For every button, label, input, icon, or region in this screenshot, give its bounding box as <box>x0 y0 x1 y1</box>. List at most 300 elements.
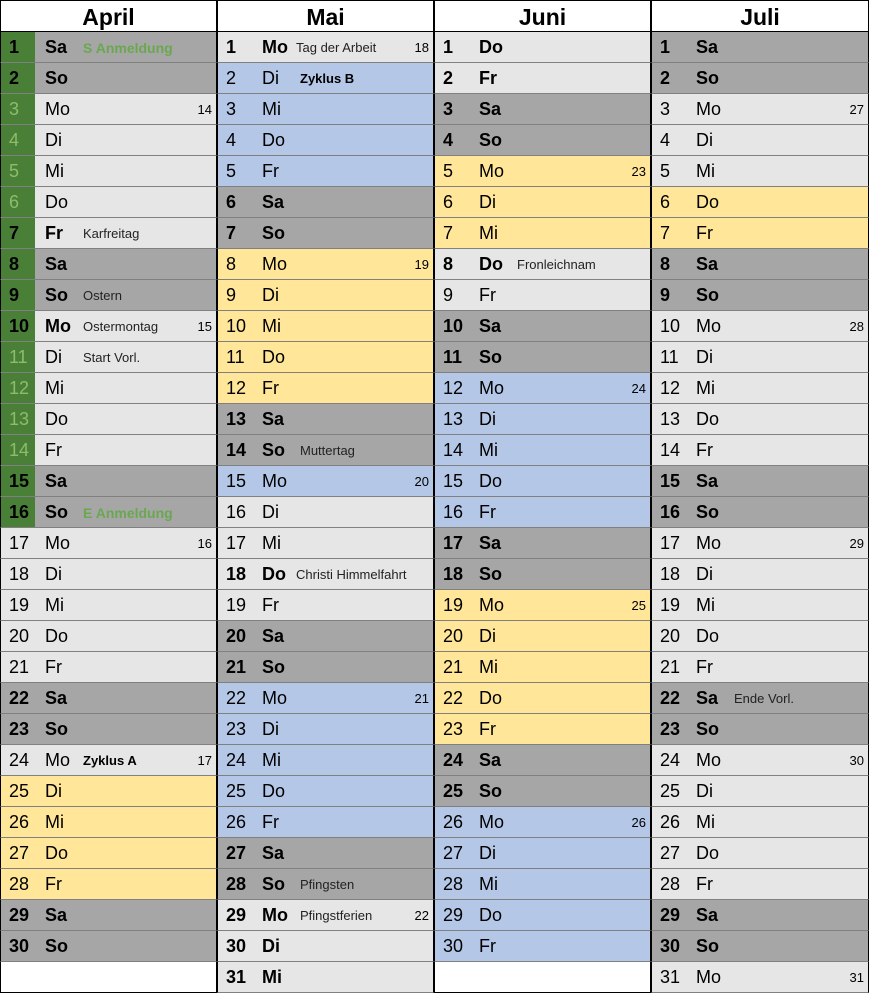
weekday: Sa <box>262 843 285 863</box>
day-row <box>651 497 869 528</box>
day-number: 17 <box>9 533 30 553</box>
day-note: Pfingstferien <box>300 908 373 923</box>
weekday: So <box>45 936 69 956</box>
weekday: Mi <box>479 440 498 460</box>
day-number: 10 <box>9 316 30 336</box>
day-number: 3 <box>9 99 20 119</box>
day-row <box>0 931 217 962</box>
day-number: 1 <box>9 37 20 57</box>
day-number: 30 <box>9 936 30 956</box>
weekday: Di <box>696 781 713 801</box>
day-number: 7 <box>9 223 20 243</box>
day-row <box>0 900 217 931</box>
day-number: 13 <box>9 409 30 429</box>
weekday: Mi <box>45 595 64 615</box>
day-note: Ostern <box>83 288 123 303</box>
day-row <box>0 342 217 373</box>
day-number: 4 <box>660 130 671 150</box>
week-number: 16 <box>197 536 212 551</box>
day-number: 17 <box>443 533 464 553</box>
day-row <box>217 838 434 869</box>
day-number: 28 <box>226 874 247 894</box>
day-number: 27 <box>9 843 30 863</box>
day-row <box>0 528 217 559</box>
weekday: Mo <box>479 378 505 398</box>
month-column <box>434 0 651 1000</box>
day-number: 5 <box>226 161 237 181</box>
day-number: 2 <box>660 68 671 88</box>
day-number: 7 <box>660 223 671 243</box>
day-number: 29 <box>226 905 247 925</box>
day-row <box>217 342 434 373</box>
day-row <box>434 745 651 776</box>
day-row <box>0 838 217 869</box>
day-row <box>434 435 651 466</box>
day-number: 29 <box>660 905 681 925</box>
day-number: 20 <box>660 626 681 646</box>
weekday: Sa <box>696 905 719 925</box>
weekday: So <box>45 719 69 739</box>
day-number: 3 <box>226 99 237 119</box>
week-number: 14 <box>197 102 212 117</box>
day-row <box>0 32 217 63</box>
day-row <box>217 125 434 156</box>
weekday: Do <box>262 564 286 584</box>
day-number: 24 <box>660 750 681 770</box>
day-number: 5 <box>9 161 20 181</box>
day-number: 16 <box>443 502 464 522</box>
weekday: Mi <box>696 595 715 615</box>
day-row <box>651 621 869 652</box>
day-number: 29 <box>443 905 464 925</box>
day-row <box>217 900 434 931</box>
day-row <box>0 590 217 621</box>
weekday: Fr <box>45 657 62 677</box>
day-row <box>0 187 217 218</box>
weekday: Do <box>479 905 503 925</box>
weekday: Mo <box>45 316 71 336</box>
day-row <box>217 311 434 342</box>
weekday: Fr <box>696 657 713 677</box>
day-row <box>651 156 869 187</box>
day-row <box>651 435 869 466</box>
weekday: Fr <box>262 378 279 398</box>
weekday: Mi <box>479 223 498 243</box>
day-number: 12 <box>226 378 247 398</box>
day-number: 18 <box>226 564 247 584</box>
weekday: Do <box>262 347 286 367</box>
day-row <box>651 373 869 404</box>
day-row <box>217 187 434 218</box>
weekday: Fr <box>696 874 713 894</box>
day-number: 21 <box>9 657 30 677</box>
day-number: 2 <box>9 68 20 88</box>
day-row <box>0 807 217 838</box>
day-number: 15 <box>226 471 247 491</box>
weekday: Di <box>262 936 280 956</box>
day-row <box>434 590 651 621</box>
day-number: 22 <box>9 688 30 708</box>
weekday: Mi <box>262 99 281 119</box>
day-note: Tag der Arbeit <box>296 40 377 55</box>
weekday: Sa <box>262 626 285 646</box>
weekday: Mi <box>696 812 715 832</box>
weekday: Mo <box>262 905 288 925</box>
day-row <box>217 373 434 404</box>
day-number: 6 <box>660 192 671 212</box>
weekday: Do <box>262 130 286 150</box>
day-row <box>651 218 869 249</box>
weekday: So <box>479 564 503 584</box>
day-number: 11 <box>9 347 28 367</box>
day-row <box>217 156 434 187</box>
day-row <box>434 807 651 838</box>
weekday: Di <box>479 192 496 212</box>
weekday: Mo <box>696 967 722 987</box>
weekday: So <box>262 874 286 894</box>
weekday: Mo <box>696 316 722 336</box>
day-number: 24 <box>226 750 247 770</box>
day-row <box>434 311 651 342</box>
day-row <box>434 714 651 745</box>
weekday: Fr <box>479 936 496 956</box>
day-row <box>651 559 869 590</box>
month-header: Mai <box>217 0 434 32</box>
day-row <box>0 311 217 342</box>
day-row <box>434 373 651 404</box>
day-row <box>217 32 434 63</box>
day-note: Christi Himmelfahrt <box>296 567 407 582</box>
weekday: So <box>479 130 503 150</box>
day-number: 22 <box>443 688 464 708</box>
day-number: 1 <box>660 37 671 57</box>
day-row <box>0 683 217 714</box>
day-row <box>651 94 869 125</box>
day-row <box>0 249 217 280</box>
day-number: 25 <box>9 781 30 801</box>
day-row <box>217 590 434 621</box>
day-row <box>651 776 869 807</box>
empty-row <box>0 962 217 993</box>
day-number: 28 <box>660 874 681 894</box>
day-note: Ostermontag <box>83 319 159 334</box>
day-number: 7 <box>443 223 454 243</box>
weekday: Mi <box>696 161 715 181</box>
day-number: 25 <box>660 781 681 801</box>
week-number: 21 <box>414 691 429 706</box>
weekday: Mo <box>45 99 71 119</box>
weekday: So <box>262 440 286 460</box>
weekday: Di <box>479 626 496 646</box>
day-number: 10 <box>660 316 681 336</box>
day-row <box>434 404 651 435</box>
weekday: Mo <box>45 533 71 553</box>
day-number: 22 <box>660 688 681 708</box>
day-row <box>217 807 434 838</box>
day-row <box>0 280 217 311</box>
day-row <box>651 187 869 218</box>
day-number: 24 <box>443 750 464 770</box>
day-row <box>434 838 651 869</box>
weekday: Mi <box>696 378 715 398</box>
day-row <box>651 900 869 931</box>
day-row <box>0 745 217 776</box>
day-number: 1 <box>226 37 237 57</box>
weekday: Sa <box>262 192 285 212</box>
weekday: Di <box>696 347 713 367</box>
day-row <box>217 249 434 280</box>
day-number: 8 <box>226 254 237 274</box>
weekday: Di <box>262 285 279 305</box>
weekday: Sa <box>45 688 68 708</box>
weekday: Di <box>479 409 496 429</box>
day-row <box>434 125 651 156</box>
day-row <box>217 466 434 497</box>
weekday: Mo <box>696 99 722 119</box>
day-row <box>434 280 651 311</box>
day-row <box>651 807 869 838</box>
weekday: Do <box>479 688 503 708</box>
weekday: Do <box>479 471 503 491</box>
weekday: So <box>45 68 69 88</box>
weekday: Di <box>262 719 279 739</box>
weekday: Di <box>45 564 62 584</box>
day-number: 14 <box>443 440 464 460</box>
weekday: Mi <box>262 967 282 987</box>
day-number: 30 <box>443 936 464 956</box>
weekday: Sa <box>45 37 68 57</box>
day-row <box>217 404 434 435</box>
day-row <box>434 869 651 900</box>
day-row <box>651 962 869 993</box>
day-row <box>434 776 651 807</box>
day-row <box>0 559 217 590</box>
day-number: 21 <box>226 657 247 677</box>
weekday: Mi <box>262 750 281 770</box>
weekday: Sa <box>696 688 719 708</box>
weekday: Mo <box>479 812 505 832</box>
day-number: 2 <box>443 68 454 88</box>
day-row <box>651 683 869 714</box>
day-row <box>651 63 869 94</box>
day-number: 4 <box>226 130 237 150</box>
day-row <box>217 683 434 714</box>
weekday: So <box>696 719 720 739</box>
day-note: Karfreitag <box>83 226 140 241</box>
day-row <box>217 435 434 466</box>
day-number: 9 <box>9 285 20 305</box>
day-row <box>217 94 434 125</box>
day-note: Fronleichnam <box>517 257 596 272</box>
day-number: 15 <box>660 471 681 491</box>
day-number: 12 <box>660 378 681 398</box>
day-number: 24 <box>9 750 30 770</box>
week-number: 15 <box>197 319 212 334</box>
weekday: Di <box>45 130 62 150</box>
day-row <box>651 32 869 63</box>
day-number: 14 <box>9 440 30 460</box>
day-number: 13 <box>660 409 681 429</box>
day-row <box>651 931 869 962</box>
day-row <box>217 559 434 590</box>
day-row <box>0 63 217 94</box>
day-row <box>434 497 651 528</box>
weekday: So <box>45 502 69 522</box>
day-row <box>434 466 651 497</box>
day-row <box>217 931 434 962</box>
day-row <box>651 404 869 435</box>
day-row <box>651 590 869 621</box>
weekday: Mi <box>479 874 498 894</box>
day-number: 8 <box>660 254 671 274</box>
weekday: Fr <box>479 285 496 305</box>
day-row <box>0 497 217 528</box>
week-number: 29 <box>849 536 864 551</box>
day-number: 5 <box>660 161 671 181</box>
week-number: 30 <box>849 753 864 768</box>
weekday: Fr <box>479 502 496 522</box>
day-number: 31 <box>226 967 247 987</box>
day-number: 30 <box>226 936 247 956</box>
weekday: Sa <box>479 750 502 770</box>
week-number: 19 <box>414 257 429 272</box>
day-number: 13 <box>226 409 247 429</box>
weekday: Mi <box>479 657 498 677</box>
day-number: 9 <box>226 285 237 305</box>
day-note: Start Vorl. <box>83 350 141 365</box>
day-row <box>434 32 651 63</box>
weekday: Mi <box>262 316 281 336</box>
weekday: Mo <box>262 471 288 491</box>
weekday: Do <box>696 409 720 429</box>
day-row <box>651 311 869 342</box>
weekday: Fr <box>479 68 497 88</box>
day-row <box>434 218 651 249</box>
day-number: 21 <box>443 657 464 677</box>
week-number: 22 <box>414 908 429 923</box>
week-number: 28 <box>849 319 864 334</box>
weekday: Do <box>479 254 503 274</box>
day-number: 6 <box>443 192 454 212</box>
weekday: So <box>262 657 286 677</box>
day-number: 15 <box>443 471 464 491</box>
weekday: So <box>696 936 720 956</box>
day-row <box>434 559 651 590</box>
weekday: So <box>479 347 503 367</box>
month-column <box>0 0 217 1000</box>
day-row <box>651 249 869 280</box>
day-number: 10 <box>443 316 464 336</box>
day-number: 6 <box>226 192 237 212</box>
month-header: Juni <box>434 0 651 32</box>
day-row <box>0 776 217 807</box>
day-number: 27 <box>443 843 464 863</box>
weekday: Di <box>262 502 279 522</box>
weekday: Mo <box>262 688 288 708</box>
day-note: Ende Vorl. <box>734 691 794 706</box>
day-number: 31 <box>660 967 681 987</box>
day-row <box>434 249 651 280</box>
weekday: Sa <box>45 254 68 274</box>
day-row <box>651 125 869 156</box>
day-number: 23 <box>443 719 464 739</box>
day-row <box>217 63 434 94</box>
day-number: 12 <box>9 378 30 398</box>
day-row <box>434 621 651 652</box>
weekday: Mo <box>479 161 505 181</box>
day-number: 19 <box>226 595 247 615</box>
weekday: So <box>696 285 720 305</box>
month-header: Juli <box>651 0 869 32</box>
day-row <box>651 528 869 559</box>
day-number: 16 <box>226 502 247 522</box>
day-row <box>0 435 217 466</box>
day-row <box>217 652 434 683</box>
day-number: 28 <box>443 874 464 894</box>
weekday: Fr <box>45 440 62 460</box>
day-number: 10 <box>226 316 247 336</box>
day-number: 11 <box>443 347 463 367</box>
day-number: 23 <box>9 719 30 739</box>
day-row <box>434 652 651 683</box>
month-column <box>651 0 869 1000</box>
day-row <box>217 962 434 993</box>
day-row <box>434 900 651 931</box>
day-number: 26 <box>660 812 681 832</box>
day-row <box>0 94 217 125</box>
weekday: Do <box>696 626 720 646</box>
weekday: Mi <box>45 812 64 832</box>
day-row <box>0 404 217 435</box>
weekday: Mo <box>262 254 288 274</box>
day-row <box>0 156 217 187</box>
month-column <box>217 0 434 1000</box>
weekday: Fr <box>45 223 63 243</box>
weekday: Mi <box>45 161 64 181</box>
day-note: Zyklus A <box>83 753 137 768</box>
day-number: 28 <box>9 874 30 894</box>
weekday: Sa <box>696 254 719 274</box>
weekday: Sa <box>479 99 502 119</box>
weekday: Fr <box>696 440 713 460</box>
weekday: Do <box>479 37 503 57</box>
day-row <box>0 125 217 156</box>
day-number: 25 <box>443 781 464 801</box>
day-number: 23 <box>660 719 681 739</box>
day-number: 15 <box>9 471 30 491</box>
weekday: Do <box>45 626 69 646</box>
day-number: 5 <box>443 161 454 181</box>
day-row <box>651 342 869 373</box>
day-number: 2 <box>226 68 237 88</box>
weekday: Do <box>696 192 720 212</box>
day-number: 29 <box>9 905 30 925</box>
day-row <box>0 621 217 652</box>
day-number: 27 <box>660 843 681 863</box>
day-number: 12 <box>443 378 464 398</box>
weekday: Sa <box>45 905 68 925</box>
weekday: Sa <box>479 316 502 336</box>
day-number: 27 <box>226 843 247 863</box>
day-number: 20 <box>226 626 247 646</box>
weekday: Mo <box>479 595 505 615</box>
week-number: 25 <box>631 598 646 613</box>
day-row <box>651 838 869 869</box>
day-row <box>217 621 434 652</box>
weekday: Di <box>696 564 713 584</box>
weekday: Mo <box>696 533 722 553</box>
day-row <box>217 745 434 776</box>
